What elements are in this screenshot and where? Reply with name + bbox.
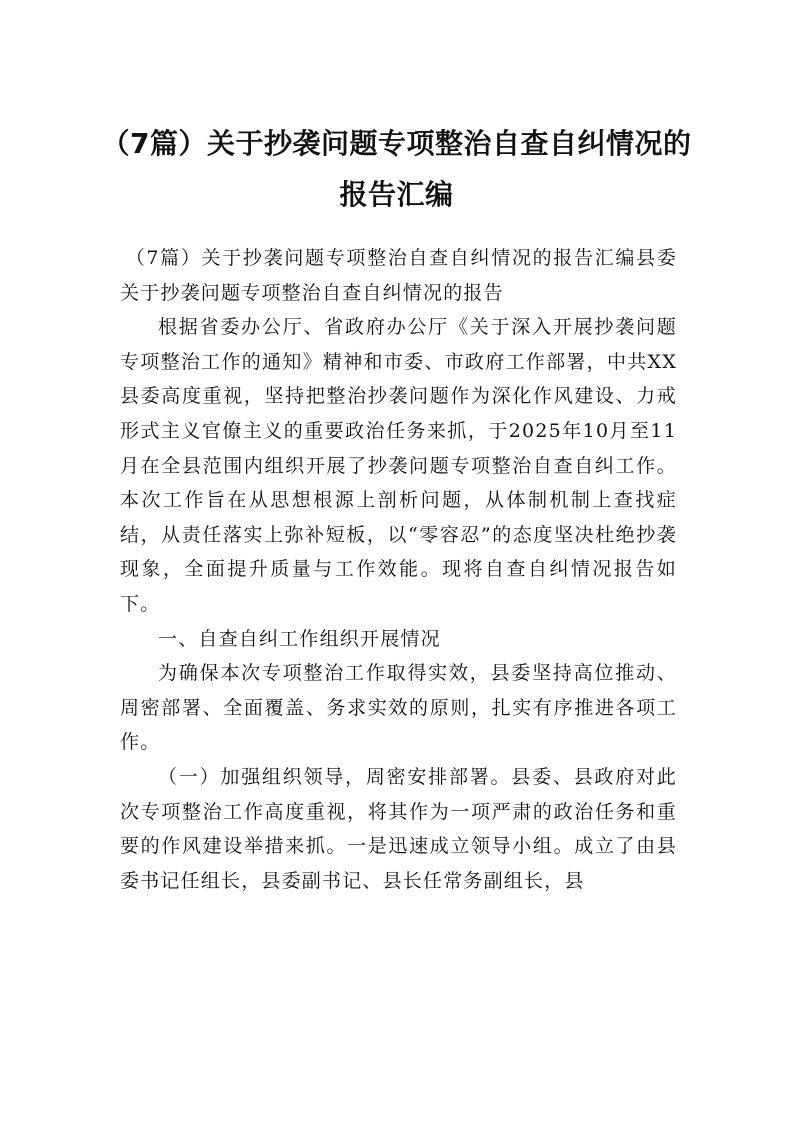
document-body bbox=[120, 241, 677, 898]
section-heading-1: 一、自查自纠工作组织开展情况 bbox=[158, 627, 441, 650]
subsection-1-paragraph: （一）加强组织领导，周密安排部署。县委、县政府对此次专项整治工作高度重视，将其作为一项严肃的政治任务和重要的作风建设举措来抓。一是迅速成立领导小组。成立了由县委书记任组长，县委副书记、县长任常务副组长，县 bbox=[120, 765, 677, 892]
background-paragraph: 根据省委办公厅、省政府办公厅《关于深入开展抄袭问题专项整治工作的通知》精神和市委、市政府工作部署，中共XX县委高度重视，坚持把整治抄袭问题作为深化作风建设、力戒形式主义官僚主义的重要政治任务来抓，于2025年10月至11月在全县范围内组织开展了抄袭问题专项整治自查自纠工作。本次工作旨在从思想根源上剖析问题，从体制机制上查找症结，从责任落实上弥补短板，以“零容忍”的态度坚决杜绝抄袭现象，全面提升质量与工作效能。现将自查自纠情况报告如下。 bbox=[120, 316, 677, 615]
intro-paragraph: （7篇）关于抄袭问题专项整治自查自纠情况的报告汇编县委关于抄袭问题专项整治自查自纠情况的报告 bbox=[120, 247, 677, 304]
section-1-paragraph: 为确保本次专项整治工作取得实效，县委坚持高位推动、周密部署、全面覆盖、务求实效的原则，扎实有序推进各项工作。 bbox=[120, 662, 677, 754]
document-title: （7篇）关于抄袭问题专项整治自查自纠情况的报告汇编 bbox=[101, 127, 692, 211]
